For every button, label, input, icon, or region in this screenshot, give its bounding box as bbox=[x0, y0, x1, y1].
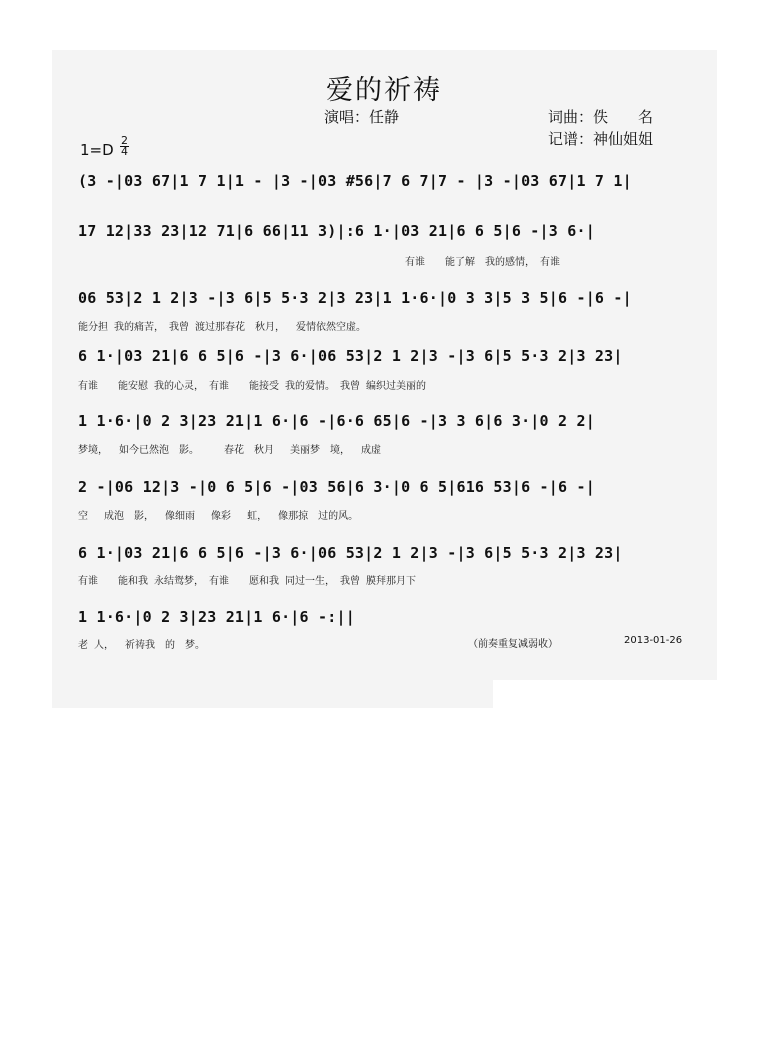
notation-line-8: 1 1·6·|0 2 3|23 21|1 6·|6 -:|| bbox=[78, 608, 355, 626]
transcription-date: 2013-01-26 bbox=[624, 635, 683, 646]
transcriber-credit: 记谱：神仙姐姐 bbox=[548, 130, 654, 148]
lyric-line-7: 有谁 能和我 永结鸳梦， 有谁 愿和我 同过一生， 我曾 膜拜那月下 bbox=[78, 576, 417, 587]
notation-line-2: 17 12|33 23|12 71|6 66|11 3)|:6 1·|03 21|6 6 5|6 -|3 6·| bbox=[78, 222, 595, 240]
lyric-line-6: 空 成泡 影， 像细雨 像彩 虹， 像那掠 过的风。 bbox=[78, 511, 359, 522]
time-signature-numerator: 2 bbox=[121, 134, 128, 147]
time-signature-denominator: 4 bbox=[121, 145, 128, 158]
notation-line-4: 6 1·|03 21|6 6 5|6 -|3 6·|06 53|2 1 2|3 -|3 6|5 5·3 2|3 23| bbox=[78, 347, 623, 365]
notation-line-5: 1 1·6·|0 2 3|23 21|1 6·|6 -|6·6 65|6 -|3 3 6|6 3·|0 2 2| bbox=[78, 412, 595, 430]
notation-line-3: 06 53|2 1 2|3 -|3 6|5 5·3 2|3 23|1 1·6·|0 3 3|5 3 5|6 -|6 -| bbox=[78, 289, 632, 307]
performance-footnote: （前奏重复减弱收） bbox=[468, 639, 558, 650]
notation-line-7: 6 1·|03 21|6 6 5|6 -|3 6·|06 53|2 1 2|3 -|3 6|5 5·3 2|3 23| bbox=[78, 544, 623, 562]
notation-line-6: 2 -|06 12|3 -|0 6 5|6 -|03 56|6 3·|0 6 5|616 53|6 -|6 -| bbox=[78, 478, 595, 496]
key-signature: 1=D bbox=[80, 141, 114, 159]
sheet-notch bbox=[493, 680, 717, 708]
notation-line-1: (3 -|03 67|1 7 1|1 - |3 -|03 #56|7 6 7|7 - |3 -|03 67|1 7 1| bbox=[78, 172, 632, 190]
lyricist-composer-credit: 词曲：佚 名 bbox=[548, 108, 654, 126]
lyric-line-4: 有谁 能安慰 我的心灵， 有谁 能接受 我的爱情。 我曾 编织过美丽的 bbox=[78, 381, 427, 392]
lyric-line-8: 老 人， 祈祷我 的 梦。 bbox=[78, 640, 206, 651]
singer-credit: 演唱：任静 bbox=[324, 108, 400, 126]
song-title: 爱的祈祷 bbox=[326, 75, 442, 106]
time-signature bbox=[120, 136, 129, 157]
lyric-line-3: 能分担 我的痛苦， 我曾 渡过那春花 秋月， 爱情依然空虚。 bbox=[78, 322, 367, 333]
lyric-line-5: 梦境， 如今已然泡 影。 春花 秋月 美丽梦 境， 成虚 bbox=[78, 445, 382, 456]
lyric-line-2: 有谁 能了解 我的感情， 有谁 bbox=[405, 257, 560, 268]
